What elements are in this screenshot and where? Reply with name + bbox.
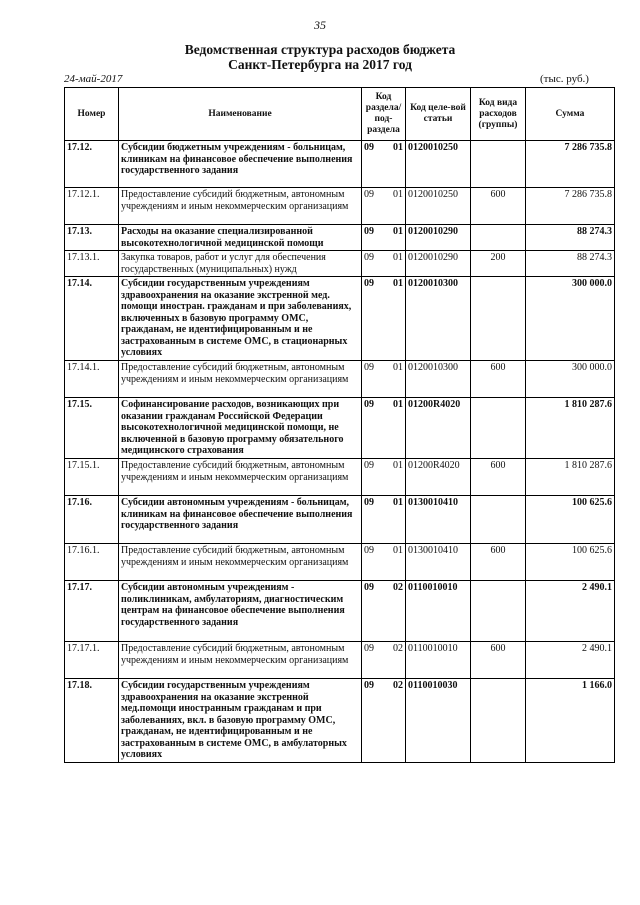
row-target-item-code: 0120010290 [406,225,471,251]
row-number: 17.15.1. [65,459,119,496]
row-sum: 88 274.3 [526,225,615,251]
row-target-item-code: 0110010010 [406,642,471,679]
row-target-item-code: 0110010030 [406,679,471,763]
row-number: 17.14.1. [65,361,119,398]
table-row [65,398,615,459]
subsection-code: 01 [393,362,403,373]
row-target-item-code: 01200R4020 [406,459,471,496]
row-number: 17.16.1. [65,544,119,581]
row-name: Закупка товаров, работ и услуг для обеспечения государственных (муниципальных) нужд [119,251,362,277]
row-sum: 88 274.3 [526,251,615,277]
row-section-code [362,398,406,459]
table-row [65,188,615,225]
subsection-code: 01 [393,460,403,471]
subsection-code: 02 [393,643,403,654]
row-section-code [362,225,406,251]
section-code: 09 [364,643,374,654]
row-target-item-code: 0120010290 [406,251,471,277]
table-row [65,581,615,642]
row-expense-kind-code: 600 [471,459,526,496]
row-sum: 7 286 735.8 [526,141,615,188]
row-number: 17.14. [65,277,119,361]
section-code: 09 [364,545,374,556]
section-code: 09 [364,226,374,237]
section-code: 09 [364,497,374,508]
page-number: 35 [314,18,326,32]
table-row [65,496,615,544]
title-line-1: Ведомственная структура расходов бюджета [184,42,456,57]
row-number: 17.16. [65,496,119,544]
table-header-row [65,88,615,141]
section-code: 09 [364,278,374,289]
table-row [65,679,615,763]
table-row [65,642,615,679]
row-number: 17.17. [65,581,119,642]
section-code: 09 [364,362,374,373]
row-expense-kind-code [471,398,526,459]
subsection-code: 01 [393,278,403,289]
subsection-code: 02 [393,680,403,691]
title-line-2: Санкт-Петербурга на 2017 год [228,57,412,72]
row-expense-kind-code [471,141,526,188]
section-code: 09 [364,399,374,410]
row-expense-kind-code [471,225,526,251]
row-sum: 100 625.6 [526,544,615,581]
row-target-item-code: 0120010250 [406,141,471,188]
row-expense-kind-code: 200 [471,251,526,277]
document-date: 24-май-2017 [64,73,123,85]
subsection-code: 01 [393,497,403,508]
row-expense-kind-code: 600 [471,544,526,581]
table-row [65,544,615,581]
row-name: Субсидии государственным учреждениям здравоохранения на оказание экстренной мед.помощи иностранным гражданам и при заболеваниях, вкл. в базовую программу ОМС, гражданам, не идентифицированным и не застрахованным в системе ОМС, в амбулаторных условиях [119,679,362,763]
row-name: Субсидии автономным учреждениям - поликлиникам, амбулаториям, диагностическим центрам на финансовое обеспечение выполнения государственного задания [119,581,362,642]
row-expense-kind-code: 600 [471,642,526,679]
row-section-code [362,277,406,361]
row-target-item-code: 0120010300 [406,361,471,398]
row-number: 17.13.1. [65,251,119,277]
row-section-code [362,361,406,398]
subsection-code: 01 [393,399,403,410]
row-name: Предоставление субсидий бюджетным, автономным учреждениям и иным некоммерческим организациям [119,544,362,581]
row-number: 17.13. [65,225,119,251]
row-sum: 7 286 735.8 [526,188,615,225]
row-expense-kind-code: 600 [471,188,526,225]
row-target-item-code: 0120010300 [406,277,471,361]
header-target-item-code: Код целе-вой статьи [406,88,471,141]
table-row [65,459,615,496]
row-target-item-code: 0120010250 [406,188,471,225]
subsection-code: 02 [393,582,403,593]
row-name: Предоставление субсидий бюджетным, автономным учреждениям и иным некоммерческим организациям [119,361,362,398]
row-name: Расходы на оказание специализированной высокотехнологичной медицинской помощи [119,225,362,251]
section-code: 09 [364,252,374,263]
budget-table [64,87,615,763]
row-section-code [362,496,406,544]
row-section-code [362,251,406,277]
row-number: 17.18. [65,679,119,763]
section-code: 09 [364,460,374,471]
table-body [65,141,615,763]
row-sum: 2 490.1 [526,581,615,642]
row-expense-kind-code [471,581,526,642]
section-code: 09 [364,189,374,200]
subsection-code: 01 [393,142,403,153]
subsection-code: 01 [393,189,403,200]
header-expense-kind-code: Код вида расходов (группы) [471,88,526,141]
row-target-item-code: 0130010410 [406,496,471,544]
row-section-code [362,581,406,642]
section-code: 09 [364,582,374,593]
row-section-code [362,459,406,496]
document-title [0,42,640,72]
row-name: Субсидии автономным учреждениям - больницам, клиникам на финансовое обеспечение выполнения государственного задания [119,496,362,544]
row-section-code [362,544,406,581]
row-expense-kind-code [471,496,526,544]
row-sum: 1 810 287.6 [526,459,615,496]
row-name: Софинансирование расходов, возникающих при оказании гражданам Российской Федерации высокотехнологичной медицинской помощи, не включенной в базовую программу обязательного медицинского страхования [119,398,362,459]
row-section-code [362,642,406,679]
section-code: 09 [364,680,374,691]
row-sum: 1 166.0 [526,679,615,763]
table-row [65,141,615,188]
section-code: 09 [364,142,374,153]
row-section-code [362,141,406,188]
row-target-item-code: 01200R4020 [406,398,471,459]
row-sum: 2 490.1 [526,642,615,679]
row-section-code [362,188,406,225]
header-section-code: Код раздела/ под-раздела [362,88,406,141]
row-target-item-code: 0130010410 [406,544,471,581]
row-sum: 300 000.0 [526,277,615,361]
row-name: Предоставление субсидий бюджетным, автономным учреждениям и иным некоммерческим организациям [119,642,362,679]
row-sum: 1 810 287.6 [526,398,615,459]
header-number: Номер [65,88,119,141]
header-name: Наименование [119,88,362,141]
table-row [65,225,615,251]
subsection-code: 01 [393,545,403,556]
table-row [65,251,615,277]
row-expense-kind-code [471,277,526,361]
row-name: Субсидии государственным учреждениям здравоохранения на оказание экстренной мед. помощи иностран. гражданам и при заболеваниях, включенных в базовую программу ОМС, гражданам, не идентифицированным и не застрахованным в системе ОМС, в стационарных условиях [119,277,362,361]
row-name: Субсидии бюджетным учреждениям - больницам, клиникам на финансовое обеспечение выполнения государственного задания [119,141,362,188]
row-section-code [362,679,406,763]
row-expense-kind-code: 600 [471,361,526,398]
subsection-code: 01 [393,226,403,237]
header-sum: Сумма [526,88,615,141]
row-number: 17.12.1. [65,188,119,225]
table-row [65,361,615,398]
row-expense-kind-code [471,679,526,763]
row-number: 17.12. [65,141,119,188]
units-label: (тыс. руб.) [540,73,589,85]
row-name: Предоставление субсидий бюджетным, автономным учреждениям и иным некоммерческим организациям [119,188,362,225]
row-name: Предоставление субсидий бюджетным, автономным учреждениям и иным некоммерческим организациям [119,459,362,496]
row-target-item-code: 0110010010 [406,581,471,642]
row-number: 17.17.1. [65,642,119,679]
row-sum: 300 000.0 [526,361,615,398]
table-row [65,277,615,361]
row-sum: 100 625.6 [526,496,615,544]
subsection-code: 01 [393,252,403,263]
row-number: 17.15. [65,398,119,459]
